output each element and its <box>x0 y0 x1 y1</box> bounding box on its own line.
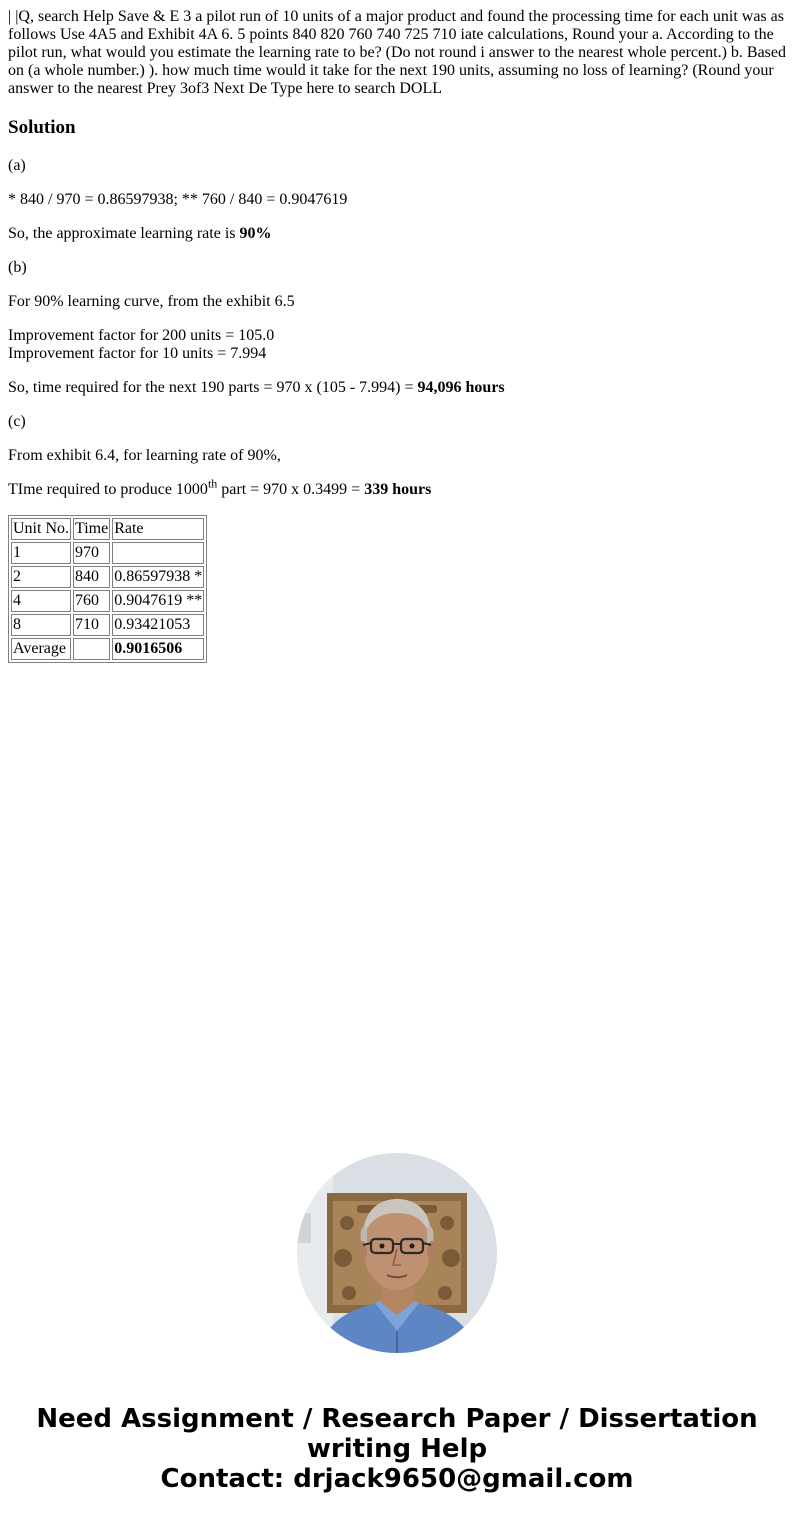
unit-1000-time: 339 hours <box>364 481 432 498</box>
cell-time: 840 <box>73 566 110 588</box>
learning-rate-value: 90% <box>239 225 272 242</box>
cell-rate: 0.93421053 <box>112 614 204 636</box>
part-b-conclusion <box>8 379 786 397</box>
cell-unit: 1 <box>11 542 71 564</box>
table-average-row <box>11 638 204 660</box>
author-avatar <box>297 1153 497 1353</box>
ordinal-suffix: th <box>207 476 218 491</box>
part-b-conclusion-text: So, time required for the next 190 parts = 970 x (105 - 7.994) = <box>8 379 418 396</box>
part-a-calculation: * 840 / 970 = 0.86597938; ** 760 / 840 = 0.9047619 <box>8 191 348 208</box>
cell-unit: 2 <box>11 566 71 588</box>
learning-rate-table <box>8 515 207 663</box>
factor-200-units: Improvement factor for 200 units = 105.0 <box>8 327 275 344</box>
factor-10-units: Improvement factor for 10 units = 7.994 <box>8 345 267 362</box>
part-c-result-prefix: TIme required to produce 1000 <box>8 481 208 498</box>
header-rate: Rate <box>112 518 204 540</box>
question-text: | |Q, search Help Save & E 3 a pilot run of 10 units of a major product and found the processing time for each unit was as follows Use 4A5 and Exhibit 4A 6. 5 points 840 820 760 740 725 710 iate calculations, Round your a. According to the pilot run, what would you estimate the learning rate to be? (Do not round i answer to the nearest whole percent.) b. Based on (a whole number.) ). how much time would it take for the next 190 units, assuming no loss of learning? (Round your answer to the nearest Prey 3of3 Next De Type here to search DOLL <box>8 8 786 97</box>
cell-rate: 0.9047619 ** <box>112 590 204 612</box>
table-header-row <box>11 518 204 540</box>
part-b-factors <box>8 327 786 363</box>
part-a-conclusion <box>8 225 786 243</box>
promo-footer <box>0 1404 794 1494</box>
promo-contact: Contact: drjack9650@gmail.com <box>160 1464 634 1494</box>
part-a-conclusion-text: So, the approximate learning rate is <box>8 225 240 242</box>
part-a-label: (a) <box>8 157 26 174</box>
document-body <box>0 0 794 663</box>
header-unit-no: Unit No. <box>11 518 71 540</box>
avatar-portrait-icon <box>297 1153 497 1353</box>
cell-time: 970 <box>73 542 110 564</box>
cell-rate <box>112 542 204 564</box>
next-190-units-time: 94,096 hours <box>417 379 505 396</box>
promo-headline: Need Assignment / Research Paper / Dissertation writing Help <box>36 1404 758 1464</box>
part-b-intro: For 90% learning curve, from the exhibit 6.5 <box>8 293 295 310</box>
cell-time: 710 <box>73 614 110 636</box>
table-row <box>11 614 204 636</box>
cell-average-rate <box>112 638 204 660</box>
header-time: Time <box>73 518 110 540</box>
part-c-result <box>8 476 786 499</box>
cell-average-time <box>73 638 110 660</box>
table-row <box>11 590 204 612</box>
cell-unit: 8 <box>11 614 71 636</box>
part-c-label: (c) <box>8 413 26 430</box>
solution-heading: Solution <box>8 117 76 138</box>
cell-time: 760 <box>73 590 110 612</box>
average-rate-value: 0.9016506 <box>114 640 183 657</box>
cell-rate: 0.86597938 * <box>112 566 204 588</box>
table-row <box>11 542 204 564</box>
cell-average-label: Average <box>11 638 71 660</box>
part-c-intro: From exhibit 6.4, for learning rate of 90%, <box>8 447 281 464</box>
part-b-label: (b) <box>8 259 27 276</box>
cell-unit: 4 <box>11 590 71 612</box>
part-c-result-mid: part = 970 x 0.3499 = <box>217 481 365 498</box>
table-row <box>11 566 204 588</box>
